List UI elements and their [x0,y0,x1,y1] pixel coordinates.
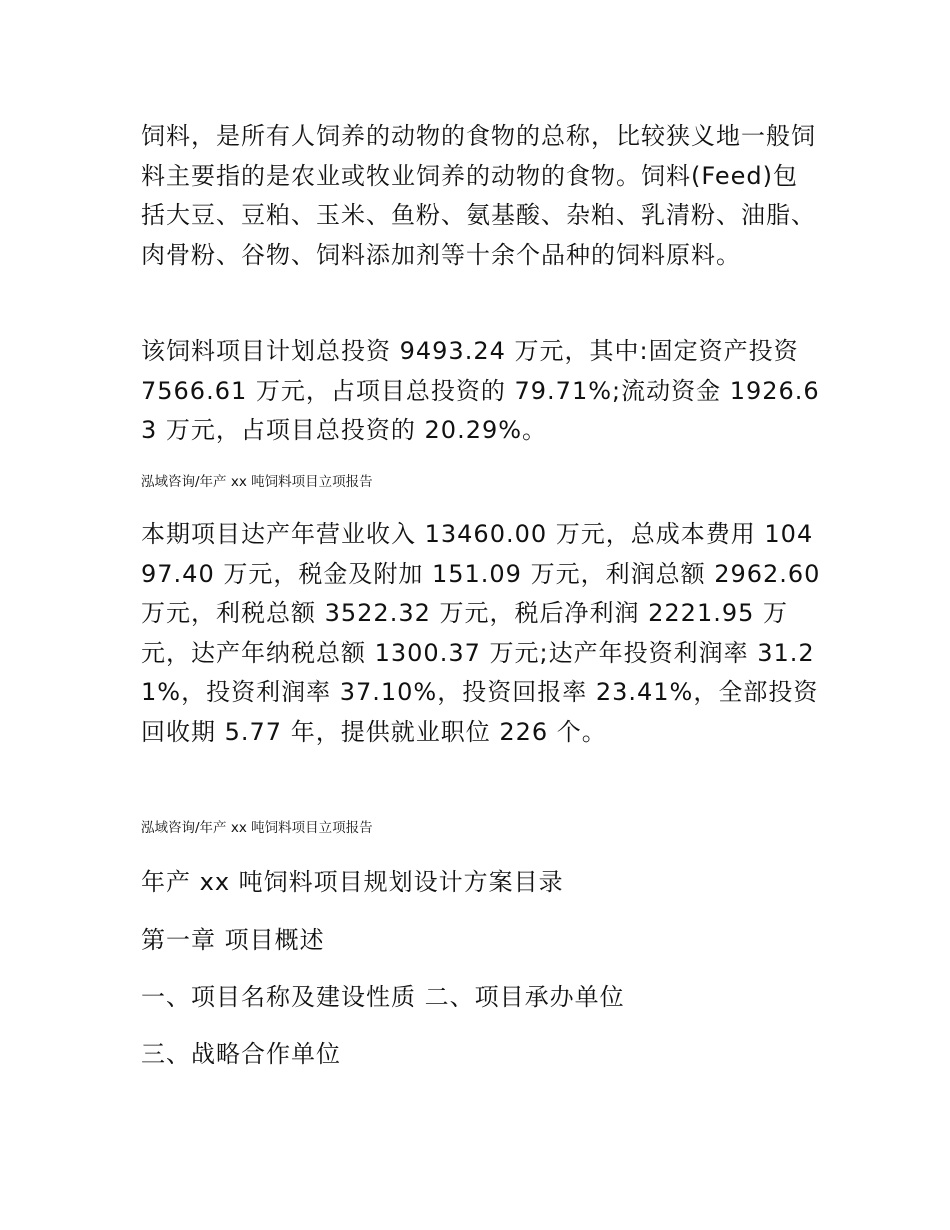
investment-paragraph: 该饲料项目计划总投资 9493.24 万元，其中:固定资产投资 7566.61 万元，占项目总投资的 79.71%;流动资金 1926.63 万元，占项目总投资的 20.29%。 [141,337,820,444]
toc-item: 一、项目名称及建设性质 二、项目承办单位 [141,983,625,1011]
page-caption: 泓域咨询/年产 xx 吨饲料项目立项报告 [141,820,373,836]
toc-title: 年产 xx 吨饲料项目规划设计方案目录 [141,868,564,896]
intro-paragraph: 饲料，是所有人饲养的动物的食物的总称，比较狭义地一般饲料主要指的是农业或牧业饲养的动物的食物。饲料(Feed)包括大豆、豆粕、玉米、鱼粉、氨基酸、杂粕、乳清粉、油脂、肉骨粉、谷物、饲料添加剂等十余个品种的饲料原料。 [141,122,816,269]
page-caption: 泓域咨询/年产 xx 吨饲料项目立项报告 [141,474,373,490]
toc-item: 三、战略合作单位 [141,1040,341,1068]
revenue-paragraph: 本期项目达产年营业收入 13460.00 万元，总成本费用 10497.40 万元，税金及附加 151.09 万元，利润总额 2962.60 万元，利税总额 3522.32 万元，税后净利润 2221.95 万元，达产年纳税总额 1300.37 万元;达产年投资利润率 31.21%，投资利润率 37.10%，投资回报率 23.41%，全部投资回收期 5.77 年，提供就业职位 226 个。 [141,520,821,746]
toc-chapter-heading: 第一章 项目概述 [141,926,325,954]
